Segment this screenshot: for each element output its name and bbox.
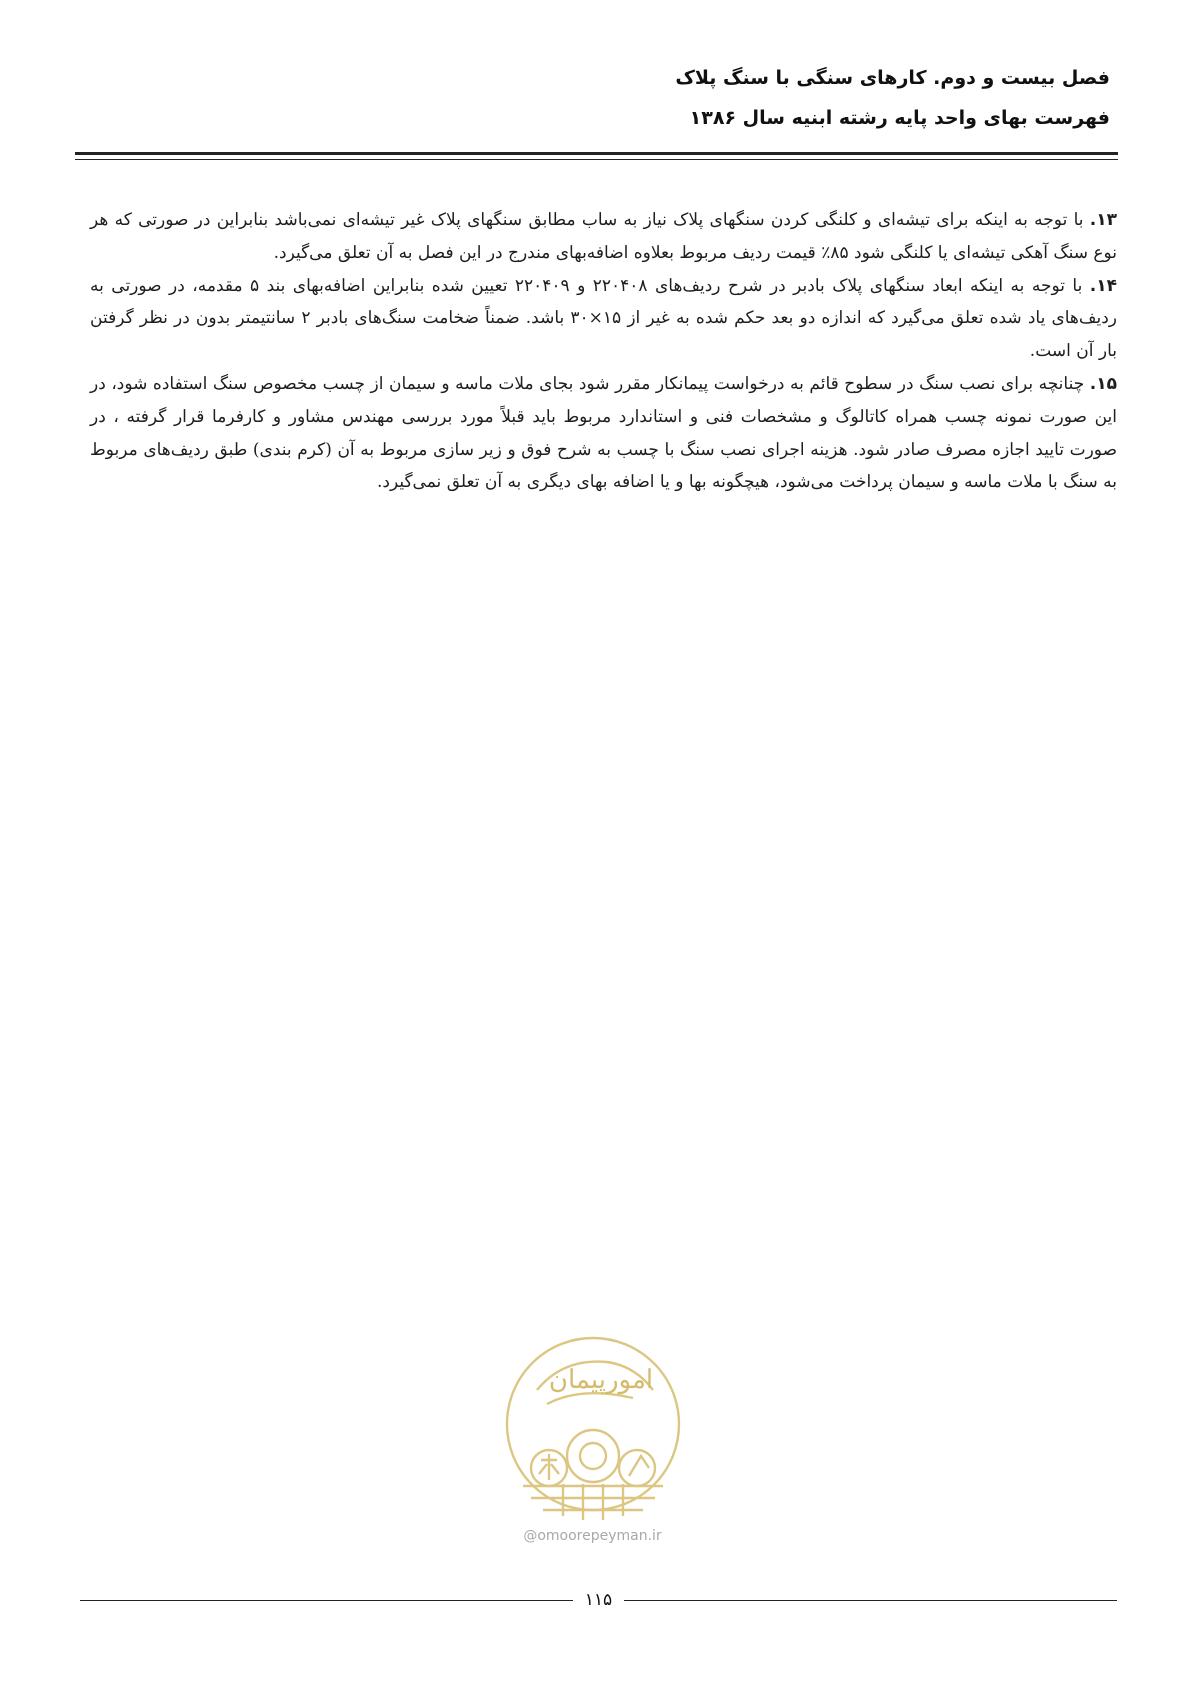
paragraph-number: ۱۴.: [1089, 275, 1117, 296]
footer-rule-left: [80, 1600, 573, 1601]
document-subtitle: فهرست بهای واحد پایه رشته ابنیه سال ۱۳۸۶: [689, 107, 1110, 129]
logo-center-hub: [580, 1443, 606, 1469]
body-text: [90, 204, 1117, 499]
paragraph-text: با توجه به اینکه برای تیشه‌ای و کلنگی کردن سنگهای پلاک نیاز به ساب مطابق سنگهای پلاک غیر تیشه‌ای نمی‌باشد بنابراین در صورتی که هر نوع سنگ آهکی تیشه‌ای یا کلنگی شود ۸۵٪ قیمت ردیف مربوط بعلاوه اضافه‌بهای مندرج در این فصل به آن تعلق می‌گیرد.: [90, 210, 1117, 263]
logo-script-text: امورپیمان: [548, 1365, 653, 1395]
logo-right-gear: [619, 1450, 655, 1486]
logo-center-gear: [567, 1430, 619, 1482]
page-header: [80, 58, 1110, 138]
logo-outer-ring: [507, 1338, 679, 1510]
paragraph-14: [90, 270, 1117, 368]
logo-grid-columns: [563, 1484, 623, 1520]
header-rule-thick: [75, 152, 1118, 155]
chapter-title: فصل بیست و دوم. کارهای سنگی با سنگ پلاک: [675, 67, 1110, 89]
logo-grid-lines: [523, 1486, 663, 1510]
page-number: ۱۱۵: [584, 1590, 613, 1610]
paragraph-15: [90, 368, 1117, 499]
at-icon: @: [523, 1528, 538, 1544]
footer-rule-right: [624, 1600, 1117, 1601]
watermark-website: @omoorepeyman.ir: [523, 1528, 662, 1544]
paragraph-number: ۱۳.: [1089, 210, 1118, 230]
scales-icon: [539, 1454, 559, 1480]
paragraph-text: چنانچه برای نصب سنگ در سطوح قائم به درخواست پیمانکار مقرر شود بجای ملات ماسه و سیمان از چسب مخصوص سنگ استفاده شود، در این صورت نمونه چسب همراه کاتالوگ و مشخصات فنی و استاندارد مربوط باید قبلاً مورد بررسی مهندس مشاور و کارفرما قرار گرفته ، در صورت تایید اجازه مصرف صادر شود. هزینه اجرای نصب سنگ با چسب به شرح فوق و زیر سازی مربوط به آن (کرم بندی) طبق ردیف‌های مربوط به سنگ با ملات ماسه و سیمان پرداخت می‌شود، هیچگونه بها و یا اضافه بهای دیگری به آن تعلق نمی‌گیرد.: [90, 373, 1117, 493]
crane-icon: [629, 1456, 649, 1476]
header-rule-thin: [75, 159, 1118, 160]
omoorepeyman-logo-icon: [503, 1328, 683, 1526]
paragraph-number: ۱۵.: [1089, 373, 1118, 394]
paragraph-text: با توجه به اینکه ابعاد سنگهای پلاک بادبر در شرح ردیف‌های ۲۲۰۴۰۸ و ۲۲۰۴۰۹ تعیین شده بنابراین اضافه‌بهای بند ۵ مقدمه، در صورتی به ردیف‌های یاد شده تعلق می‌گیرد که اندازه دو بعد حکم شده به غیر از ۱۵×۳۰ باشد. ضمناً ضخامت سنگ‌های بادبر ۲ سانتیمتر بدون در نظر گرفتن بار آن است.: [90, 275, 1118, 362]
watermark-logo: [495, 1328, 690, 1563]
page-footer: [80, 1588, 1117, 1612]
paragraph-13: [90, 204, 1117, 270]
